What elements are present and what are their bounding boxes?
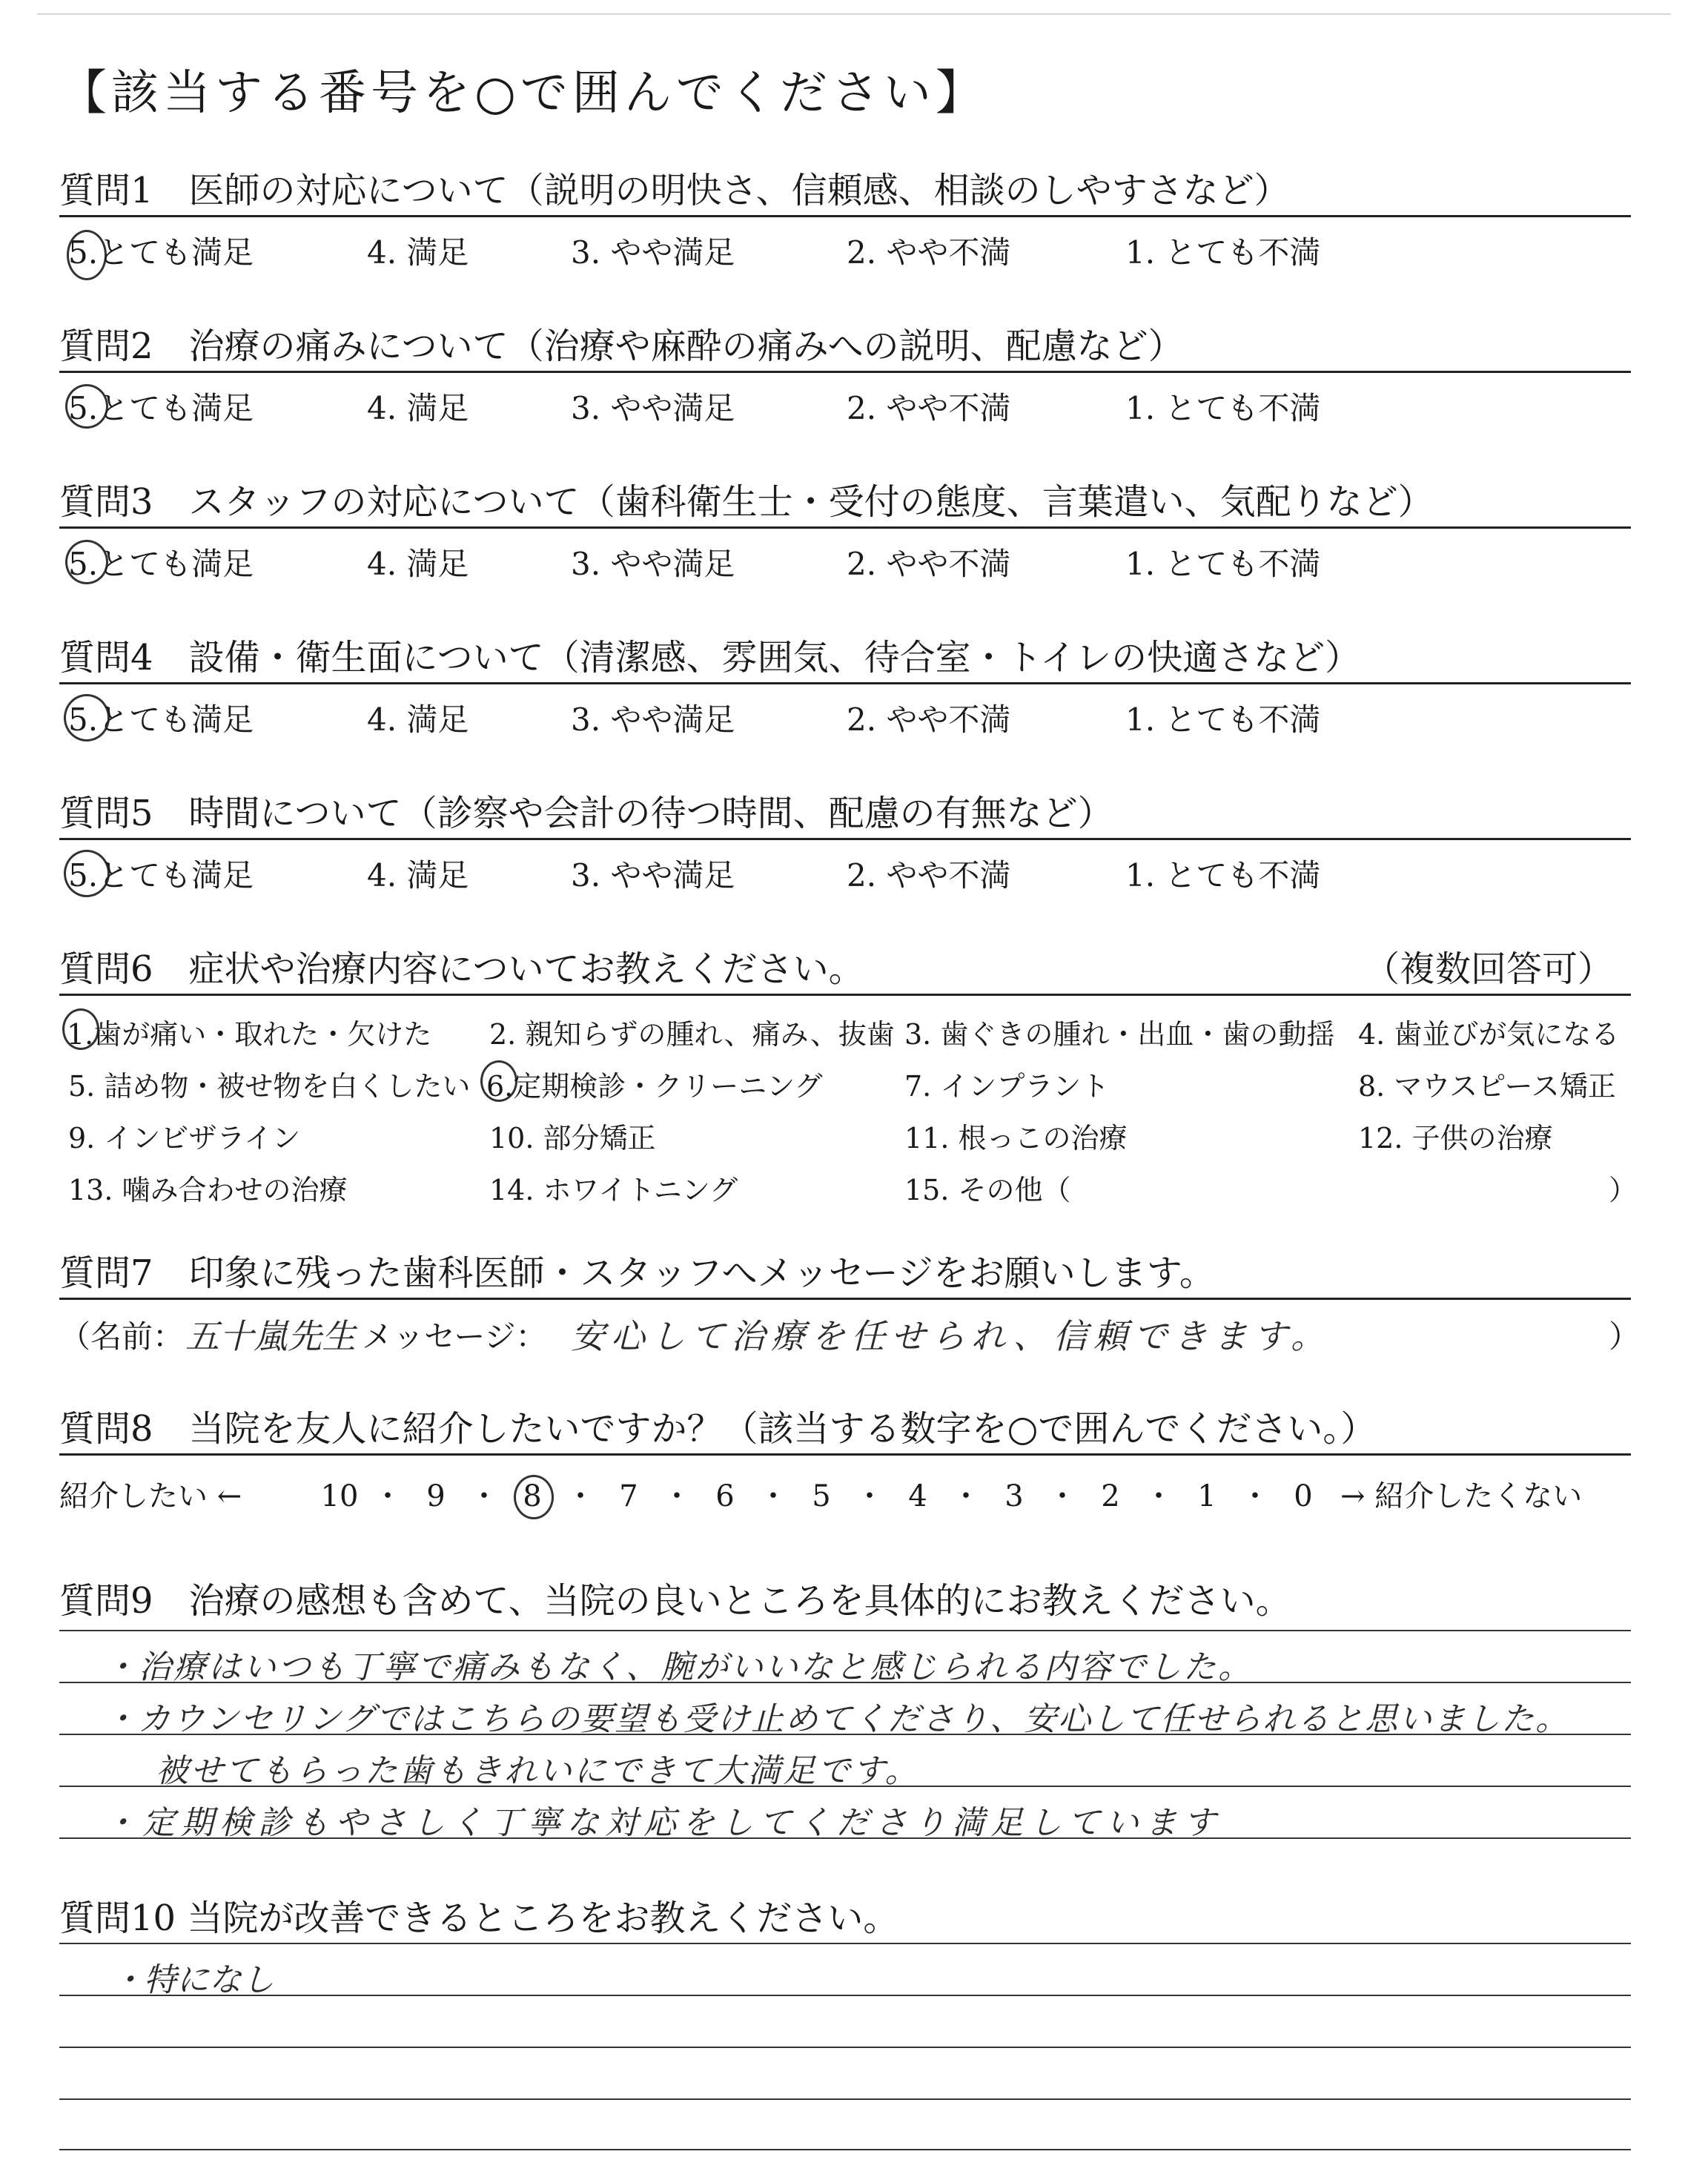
answer-rule [59, 1995, 1631, 1996]
scale-dot: ・ [855, 1479, 884, 1513]
recommend-scale [315, 1473, 1328, 1515]
question-7 [59, 1244, 1641, 1363]
selection-circle [514, 1475, 554, 1519]
page-header: 【該当する番号を○で囲んでください】 [59, 66, 987, 121]
q9-answer-line[interactable]: ・カウンセリングではこちらの要望も受け止めてくださり、安心して任せられると思いました。 [104, 1700, 1570, 1738]
question-8 [59, 1400, 1631, 1519]
symptom-item-4[interactable]: 4. 歯並びが気になる [1358, 1018, 1620, 1051]
scale-6[interactable]: 6 [715, 1479, 735, 1513]
question-9-title: 質問9 治療の感想も含めて、当院の良いところを具体的にお教えください。 [59, 1580, 1291, 1622]
option-4[interactable]: 4. 満足 [367, 701, 469, 738]
scale-dot: ・ [1240, 1479, 1270, 1513]
question-5-rule [59, 838, 1631, 840]
question-5-title: 質問5 時間について（診察や会計の待つ時間、配慮の有無など） [59, 793, 1113, 834]
recommend-right-label: → 紹介したくない [1340, 1479, 1583, 1513]
scale-10[interactable]: 10 [320, 1479, 359, 1513]
q9-answer-line[interactable]: ・治療はいつも丁寧で痛みもなく、腕がいいなと感じられる内容でした。 [104, 1648, 1254, 1686]
scale-0[interactable]: 0 [1294, 1479, 1313, 1513]
option-4[interactable]: 4. 満足 [367, 390, 469, 426]
symptom-item-2[interactable]: 2. 親知らずの腫れ、痛み、抜歯 [489, 1018, 895, 1051]
option-4[interactable]: 4. 満足 [367, 234, 469, 271]
option-1[interactable]: 1. とても不満 [1125, 234, 1321, 271]
symptom-item-14[interactable]: 14. ホワイトニング [489, 1174, 738, 1206]
option-1[interactable]: 1. とても不満 [1125, 701, 1321, 738]
question-1 [59, 162, 1631, 273]
symptom-item-15[interactable]: 15. その他（ [904, 1174, 1071, 1206]
question-6-rule [59, 994, 1631, 996]
option-3[interactable]: 3. やや満足 [571, 234, 735, 271]
option-5[interactable]: 5.とても満足 [68, 390, 254, 426]
message-close: ） [1609, 1318, 1641, 1355]
scale-dot: ・ [662, 1479, 692, 1513]
symptom-item-6[interactable]: 6.定期検診・クリーニング [486, 1070, 823, 1103]
question-8-title: 質問8 当院を友人に紹介したいですか？（該当する数字を○で囲んでください。） [59, 1408, 1377, 1450]
answer-rule [59, 2098, 1631, 2100]
question-7-title: 質問7 印象に残った歯科医師・スタッフへメッセージをお願いします。 [59, 1252, 1215, 1294]
q10-answer-line[interactable]: ・特になし [111, 1961, 274, 1999]
symptom-item-1[interactable]: 1.歯が痛い・取れた・欠けた [67, 1018, 432, 1051]
question-10-title: 質問10 当院が改善できるところをお教えください。 [59, 1898, 899, 1939]
scale-9[interactable]: 9 [426, 1479, 446, 1513]
scale-8-label: 8 [523, 1479, 542, 1513]
scale-8[interactable] [508, 1479, 557, 1513]
question-3-rule [59, 526, 1631, 529]
question-6-title: 質問6 症状や治療内容についてお教えください。 [59, 948, 864, 990]
scale-4[interactable]: 4 [908, 1479, 927, 1513]
symptom-item-5[interactable]: 5. 詰め物・被せ物を白くしたい [68, 1070, 471, 1103]
question-2 [59, 317, 1631, 429]
option-1[interactable]: 1. とても不満 [1125, 390, 1321, 426]
scale-5[interactable]: 5 [812, 1479, 831, 1513]
question-2-rule [59, 371, 1631, 373]
question-1-rule [59, 215, 1631, 217]
option-5[interactable]: 5.とても満足 [68, 857, 254, 894]
symptom-item-7[interactable]: 7. インプラント [904, 1070, 1110, 1103]
answer-rule [59, 2149, 1631, 2150]
option-1[interactable]: 1. とても不満 [1125, 546, 1321, 582]
question-6 [59, 940, 1638, 1206]
scale-dot: ・ [373, 1479, 403, 1513]
question-4 [59, 629, 1631, 740]
answer-rule [59, 1630, 1631, 1631]
option-3[interactable]: 3. やや満足 [571, 857, 735, 894]
message-value[interactable]: 安心して治療を任せられ、信頼できます。 [571, 1316, 1331, 1356]
scale-2[interactable]: 2 [1101, 1479, 1120, 1513]
answer-rule [59, 1943, 1631, 1944]
question-4-rule [59, 682, 1631, 684]
option-2[interactable]: 2. やや不満 [847, 701, 1011, 738]
name-value[interactable]: 五十嵐先生 [185, 1316, 356, 1356]
symptom-item-11[interactable]: 11. 根っこの治療 [904, 1122, 1128, 1155]
scale-dot: ・ [1047, 1479, 1077, 1513]
question-7-rule [59, 1298, 1631, 1300]
q9-answer-line[interactable]: ・定期検診もやさしく丁寧な対応をしてくださり満足しています [104, 1804, 1222, 1842]
scale-dot: ・ [469, 1479, 499, 1513]
scale-dot: ・ [1144, 1479, 1174, 1513]
symptom-item-8[interactable]: 8. マウスピース矯正 [1358, 1070, 1616, 1103]
option-2[interactable]: 2. やや不満 [847, 546, 1011, 582]
option-5[interactable]: 5.とても満足 [68, 234, 254, 271]
question-1-title: 質問1 医師の対応について（説明の明快さ、信頼感、相談のしやすさなど） [59, 170, 1290, 211]
option-2[interactable]: 2. やや不満 [847, 234, 1011, 271]
option-1[interactable]: 1. とても不満 [1125, 857, 1321, 894]
option-2[interactable]: 2. やや不満 [847, 857, 1011, 894]
option-3[interactable]: 3. やや満足 [571, 390, 735, 426]
question-9 [59, 1572, 1631, 1622]
option-5[interactable]: 5.とても満足 [68, 546, 254, 582]
option-5[interactable]: 5.とても満足 [68, 701, 254, 738]
option-2[interactable]: 2. やや不満 [847, 390, 1011, 426]
option-3[interactable]: 3. やや満足 [571, 701, 735, 738]
symptom-item-13[interactable]: 13. 噛み合わせの治療 [68, 1174, 348, 1206]
top-border [37, 13, 1671, 15]
scale-7[interactable]: 7 [619, 1479, 638, 1513]
answer-rule [59, 2047, 1631, 2048]
question-8-rule [59, 1453, 1631, 1456]
scale-dot: ・ [951, 1479, 981, 1513]
option-4[interactable]: 4. 満足 [367, 857, 469, 894]
symptom-other-close: ） [1609, 1174, 1638, 1206]
question-4-title: 質問4 設備・衛生面について（清潔感、雰囲気、待合室・トイレの快適さなど） [59, 637, 1361, 678]
question-3-title: 質問3 スタッフの対応について（歯科衛生士・受付の態度、言葉遣い、気配りなど） [59, 481, 1434, 523]
scale-3[interactable]: 3 [1004, 1479, 1024, 1513]
message-label: メッセージ： [362, 1318, 547, 1355]
scale-dot: ・ [566, 1479, 595, 1513]
question-2-title: 質問2 治療の痛みについて（治療や麻酔の痛みへの説明、配慮など） [59, 326, 1184, 367]
question-10 [59, 1889, 1631, 1939]
option-4[interactable]: 4. 満足 [367, 546, 469, 582]
q9-answer-line[interactable]: 被せてもらった歯もきれいにできて大満足です。 [156, 1752, 920, 1790]
name-label: （名前： [59, 1318, 185, 1355]
scale-1[interactable]: 1 [1197, 1479, 1217, 1513]
symptom-item-10[interactable]: 10. 部分矯正 [489, 1122, 656, 1155]
question-5 [59, 785, 1631, 896]
recommend-left-label: 紹介したい ← [59, 1479, 242, 1513]
symptom-item-12[interactable]: 12. 子供の治療 [1358, 1122, 1553, 1155]
question-3 [59, 473, 1631, 584]
option-3[interactable]: 3. やや満足 [571, 546, 735, 582]
question-6-note: （複数回答可） [1364, 948, 1614, 990]
symptom-item-3[interactable]: 3. 歯ぐきの腫れ・出血・歯の動揺 [904, 1018, 1335, 1051]
scale-dot: ・ [758, 1479, 788, 1513]
symptom-item-9[interactable]: 9. インビザライン [68, 1122, 301, 1155]
